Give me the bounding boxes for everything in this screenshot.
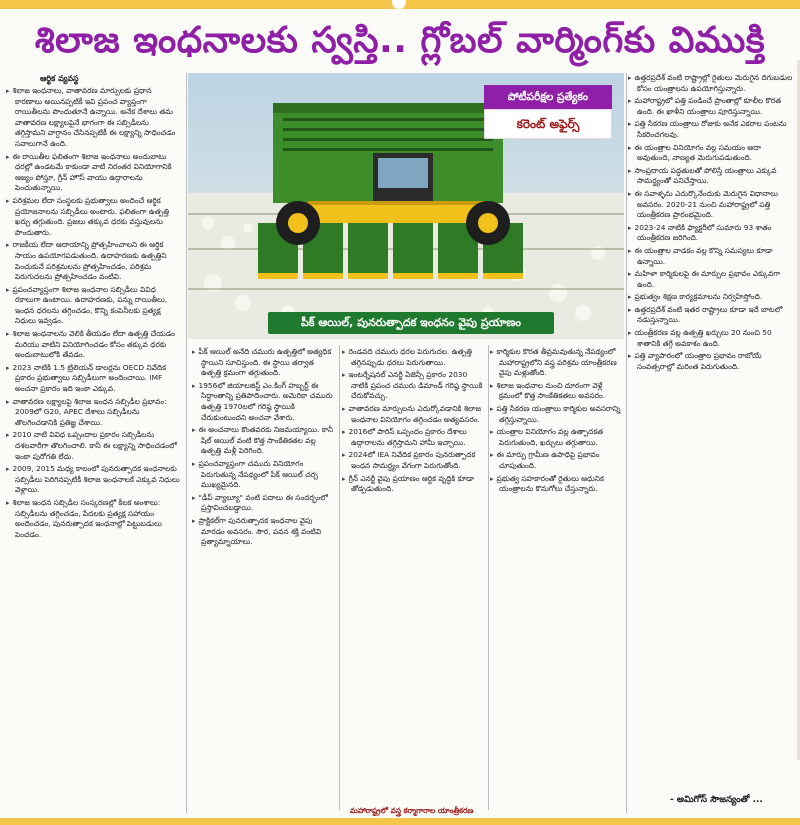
paragraph: ▸ పత్తి సేకరణ యంత్రాలు రోజుకు అనేక ఎకరాల పంటను సేకరించగలవు. — [628, 119, 796, 140]
column-divider — [339, 345, 340, 810]
paragraph: ▸ శిలాజ ఇంధన సబ్సిడీల సంస్కరణల్లో కీలక అంశాలు: సబ్సిడీలను తగ్గించడం, పేదలకు ప్రత్యక్ష సహాయం అందించడం, పునరుత్పాదక ఇంధనాల్లో పెట్టుబడులు పెంచడం. — [6, 498, 181, 540]
current-affairs-label: కరెంట్ అఫైర్స్ — [484, 109, 612, 139]
page-headline: శిలాజ ఇంధనాలకు స్వస్తి.. గ్లోబల్ వార్మింగ్‌కు విముక్తి — [34, 20, 766, 61]
article-column-2 — [192, 347, 336, 802]
paragraph: ▸ 2023 నాటికి 1.5 ట్రిలియన్ డాలర్లను OECD నివేదిక ప్రకారం ప్రభుత్వాలు సబ్సిడీలుగా అందించాయి. IMF అంచనా ప్రకారం ఇది ఇంకా ఎక్కువ. — [6, 363, 181, 395]
paragraph: ▸ 2016లో పారిస్ ఒప్పందం ప్రకారం దేశాలు ఉద్గారాలను తగ్గిస్తామని హామీ ఇచ్చాయి. — [342, 427, 486, 448]
article-column-3 — [342, 347, 486, 802]
paragraph: ▸ శిలాజ ఇంధనాల నుంచి దూరంగా వెళ్లే క్రమంలో కొత్త సాంకేతికతలు అవసరం. — [490, 381, 624, 402]
paragraph: ▸ "డీప్ వ్యాల్యూ" వంటి పదాలు ఈ సందర్భంలో ప్రస్తావించబడ్డాయి. — [192, 493, 336, 514]
paragraph: ▸ ప్రపంచవ్యాప్తంగా చమురు వినియోగం పెరుగుతున్న నేపథ్యంలో పీక్ ఆయిల్ చర్చ ముఖ్యమైనది. — [192, 459, 336, 491]
paragraph: ▸ రాజకీయ లేదా ఆదాయాన్ని ప్రోత్సహించాలని ఈ ఆర్థిక సాయం ఉపయోగపడుతుంది. ఉదాహరణకు ఉత్పత్తిని పెంచుకునే పరిశ్రమలను ప్రోత్సహించడం, పరిశ్రమ పెరుగుదలను ప్రోత్సహించడం వంటివి. — [6, 240, 181, 282]
exam-special-box — [484, 85, 612, 141]
paragraph: ▸ ఇంటర్నేషనల్ ఎనర్జీ ఏజెన్సీ ప్రకారం 2030 నాటికి ప్రపంచ చమురు డిమాండ్ గరిష్ఠ స్థాయికి చేరుకోవచ్చు. — [342, 370, 486, 402]
article-column-4 — [490, 347, 624, 802]
top-bar — [0, 0, 800, 9]
paragraph: ▸ శిలాజ ఇంధనాలను వెలికి తీయడం లేదా ఉత్పత్తి చేయడం మరియు వాటిని వినియోగించడం కోసం తక్కువ ధరకు అందుబాటులోకి తేవడం. — [6, 329, 181, 361]
paragraph: ▸ ప్రభుత్వ సహకారంతో రైతులు ఆధునిక యంత్రాలను కొనుగోలు చేస్తున్నారు. — [490, 474, 624, 495]
paragraph: ▸ వాతావరణ లక్ష్యాలపై శిలాజ ఇంధన సబ్సిడీల ప్రభావం: 2009లో G20, APEC దేశాలు సబ్సిడీలను తొలగించడానికి ప్రతిజ్ఞ చేశాయి. — [6, 397, 181, 429]
paragraph: ▸ గ్రీన్ ఎనర్జీ వైపు ప్రయాణం ఆర్థిక వృద్ధికి కూడా తోడ్పడుతుంది. — [342, 474, 486, 495]
paragraph: ▸ కార్మికుల కొరత తీవ్రమవుతున్న నేపథ్యంలో మహారాష్ట్రలోని వస్త్ర పరిశ్రమ యాంత్రీకరణ వైపు మళ్లుతోంది. — [490, 347, 624, 379]
paragraph: ▸ సాంప్రదాయ పద్ధతులతో పోలిస్తే యంత్రాలు ఎక్కువ సామర్థ్యంతో పనిచేస్తాయి. — [628, 166, 796, 187]
exam-special-label: పోటీపరీక్షల ప్రత్యేకం — [484, 85, 612, 109]
article-column-1 — [6, 86, 181, 821]
column-divider — [488, 345, 489, 810]
bottom-bar — [0, 818, 800, 825]
article-column-5 — [628, 73, 796, 763]
paragraph: ▸ వాతావరణ మార్పులను ఎదుర్కోవడానికి శిలాజ ఇంధనాల వినియోగం తగ్గించడం అత్యవసరం. — [342, 404, 486, 425]
paragraph: ▸ 2023-24 నాటికి ఫ్యాక్టరీలో సుమారు 93 శాతం యంత్రీకరణ జరిగింది. — [628, 223, 796, 244]
photo-caption: పీక్ ఆయిల్, పునరుత్పాదక ఇంధనం వైపు ప్రయాణం — [268, 312, 554, 334]
paragraph: ▸ ఈ మార్పు గ్రామీణ ఉపాధిపై ప్రభావం చూపుతుంది. — [490, 450, 624, 471]
paragraph: ▸ మహిళా కార్మికులపై ఈ మార్పుల ప్రభావం ఎక్కువగా ఉంది. — [628, 269, 796, 290]
section-label: ఆర్థిక వ్యవస్థ — [40, 74, 79, 83]
paragraph: ▸ ఈ సవాళ్ళను ఎదుర్కొనేందుకు మెరుగైన విధానాలు అవసరం. 2020-21 నుంచి మహారాష్ట్రలో పత్తి యంత్రీకరణ ప్రారంభమైంది. — [628, 189, 796, 221]
paragraph: ▸ 2010 నాటి వివిధ ఒప్పందాల ప్రకారం సబ్సిడీలను దశలవారీగా తొలగించాలి. కానీ ఈ లక్ష్యాన్ని సాధించడంలో ఇంకా పురోగతి లేదు. — [6, 430, 181, 462]
paragraph: ▸ 2009, 2015 మధ్య కాలంలో పునరుత్పాదక ఇంధనాలకు సబ్సిడీలు పెరిగినప్పటికీ శిలాజ ఇంధనాలకే ఎక్కువ నిధులు వెళ్లాయి. — [6, 464, 181, 496]
paragraph: ▸ 1956లో జియాలజిస్ట్ ఎం.కింగ్ హబ్బర్ట్ ఈ సిద్ధాంతాన్ని ప్రతిపాదించారు. అమెరికా చమురు ఉత్పత్తి 1970లలో గరిష్ఠ స్థాయికి చేరుకుంటుందని అంచనా వేశారు. — [192, 381, 336, 423]
subheading: మహారాష్ట్రలో వస్త్ర కర్మాగారాల యాంత్రీకరణ — [350, 806, 474, 815]
paragraph: ▸ యంత్రీకరణ వల్ల ఉత్పత్తి ఖర్చులు 20 నుంచి 50 శాతానికి తగ్గే అవకాశం ఉంది. — [628, 328, 796, 349]
paragraph: ▸ 2024లో IEA నివేదిక ప్రకారం పునరుత్పాదక ఇంధన సామర్థ్యం వేగంగా పెరుగుతోంది. — [342, 450, 486, 471]
paragraph: ▸ ఈ యంత్రాల వాడకం వల్ల కొన్ని సమస్యలు కూడా ఉన్నాయి. — [628, 246, 796, 267]
paragraph: ▸ శిలాజ ఇంధనాలు, వాతావరణ మార్పులకు ప్రధాన కారణాలు అయినప్పటికీ ఇవి ప్రపంచ వ్యాప్తంగా రాయితీలను పొందుతూనే ఉన్నాయి. అనేక దేశాలు తమ వాతావరణ లక్ష్యాలపైనే భాగంగా ఈ సబ్సిడీలను తగ్గిస్తామని వాగ్దానం చేసినప్పటికీ ఈ లక్ష్యాన్ని సాధించడం సవాలుగానే ఉంది. — [6, 86, 181, 150]
paragraph: ▸ మహారాష్ట్రలో పత్తి పండించే ప్రాంతాల్లో కూలీల కొరత ఉంది. ఈ ఖాళీని యంత్రాలు పూరిస్తున్నాయి. — [628, 96, 796, 117]
paragraph: ▸ ఈ యంత్రాల వినియోగం వల్ల సమయం ఆదా అవుతుంది, నాణ్యత మెరుగుపడుతుంది. — [628, 143, 796, 164]
paragraph: ▸ పత్తి వ్యాపారంలో యంత్రాల ప్రభావం రాబోయే సంవత్సరాల్లో మరింత పెరుగుతుంది. — [628, 351, 796, 372]
paragraph: ▸ రెండవది చమురు ధరల పెరుగుదల. ఉత్పత్తి తగ్గినప్పుడు ధరలు పెరుగుతాయి. — [342, 347, 486, 368]
paragraph: ▸ యంత్రాల వినియోగం వల్ల ఉత్పాదకత పెరుగుతుంది, ఖర్చులు తగ్గుతాయి. — [490, 427, 624, 448]
paragraph: ▸ ఈ రాయితీల ఫలితంగా శిలాజ ఇంధనాలు అందుబాటు ధరల్లో ఉండటమే కాకుండా వాటి నిరంతర వినియోగానికి ఆజ్యం పోస్తూ, గ్రీన్ హౌస్ వాయు ఉద్గారాలను పెంచుతున్నాయి. — [6, 152, 181, 194]
paragraph: ▸ ప్రభుత్వం శిక్షణ కార్యక్రమాలను నిర్వహిస్తోంది. — [628, 292, 796, 303]
paragraph: ▸ ఉత్తరప్రదేశ్ వంటి రాష్ట్రాల్లో రైతులు మెరుగైన దిగుబడుల కోసం యంత్రాలను ఉపయోగిస్తున్నారు. — [628, 73, 796, 94]
paragraph: ▸ ఈ అంచనాలు కొంతవరకు నిజమయ్యాయి. కానీ షేల్ ఆయిల్ వంటి కొత్త సాంకేతికతల వల్ల ఉత్పత్తి మళ్లీ పెరిగింది. — [192, 425, 336, 457]
paragraph: ▸ పత్తి సేకరణ యంత్రాలు కార్మికుల అవసరాన్ని తగ్గిస్తున్నాయి. — [490, 404, 624, 425]
column-divider — [186, 73, 187, 813]
paragraph: ▸ పరిశ్రమల లేదా సంస్థలకు ప్రభుత్వాలు అందించే ఆర్థిక ప్రయోజనాలను సబ్సిడీలు అంటారు. ఫలితంగా ఉత్పత్తి ఖర్చు తగ్గుతుంది. ప్రజలు తక్కువ ధరకు వస్తువులను పొందుతారు. — [6, 196, 181, 238]
paragraph: ▸ పీక్ ఆయిల్ అనేది చమురు ఉత్పత్తిలో అత్యధిక స్థాయిని సూచిస్తుంది. ఈ స్థాయి తర్వాత ఉత్పత్తి క్రమంగా తగ్గుతుంది. — [192, 347, 336, 379]
paragraph: ▸ ప్రపంచవ్యాప్తంగా శిలాజ ఇంధనాల సబ్సిడీలు వివిధ రకాలుగా ఉంటాయి. ఉదాహరణకు, పన్ను రాయితీలు, ఇంధన ధరలను తగ్గించడం, కొన్ని కంపెనీలకు ప్రత్యక్ష నిధులు ఇవ్వడం. — [6, 285, 181, 327]
paragraph: ▸ ప్రాక్టికల్‌గా పునరుత్పాదక ఇంధనాల వైపు మారడం అవసరం. సౌర, పవన శక్తి వంటివి ప్రత్యామ్నాయాలు. — [192, 516, 336, 548]
column-divider — [626, 73, 627, 813]
credit-line: - అమిగోస్ సౌజన్యంతో ... — [670, 795, 763, 805]
top-bar-notch — [392, 0, 406, 9]
paragraph: ▸ ఉత్తరప్రదేశ్ వంటి ఇతర రాష్ట్రాలు కూడా ఇదే బాటలో నడుస్తున్నాయి. — [628, 305, 796, 326]
